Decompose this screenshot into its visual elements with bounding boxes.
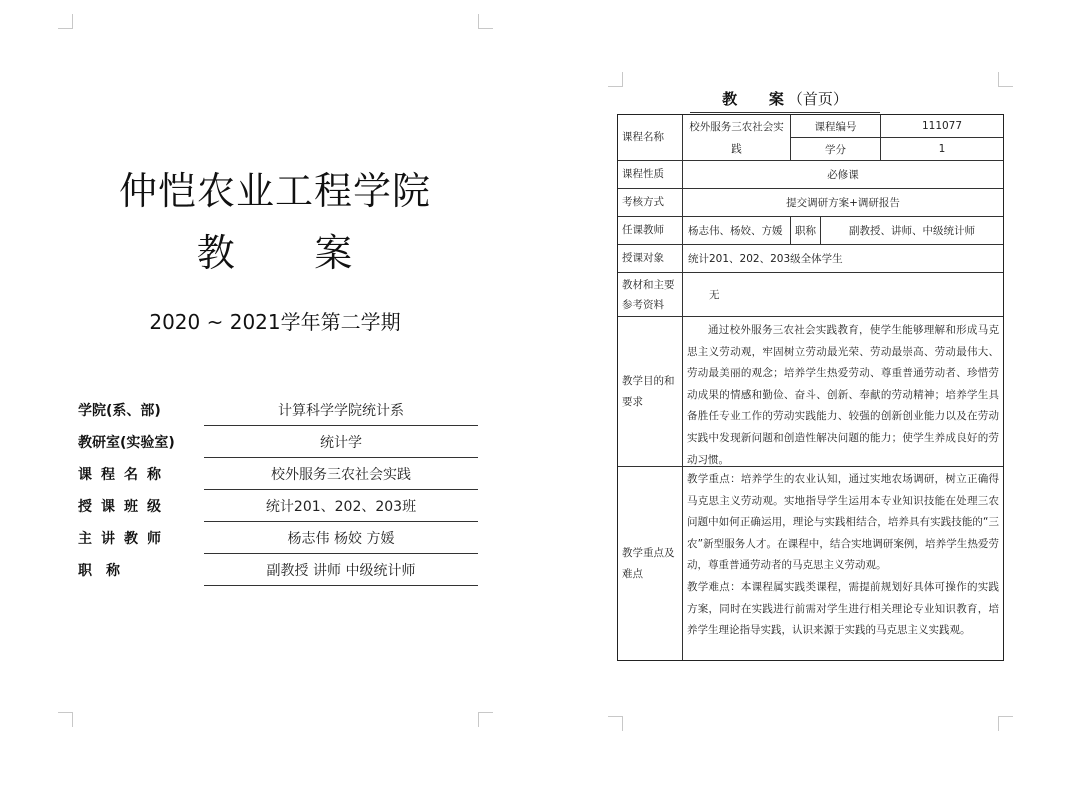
front-page-title	[690, 88, 880, 113]
cover-field-course-name	[78, 460, 480, 490]
field-label: 职称	[78, 563, 134, 579]
audience-value: 统计201、202、203级全体学生	[683, 245, 1003, 273]
audience-label: 授课对象	[618, 245, 683, 273]
page-corner-mark	[478, 14, 493, 29]
page-corner-mark	[58, 712, 73, 727]
field-value: 统计201、202、203班	[204, 492, 478, 522]
nature-value: 必修课	[683, 161, 1003, 189]
page-corner-mark	[998, 716, 1013, 731]
nature-label: 课程性质	[618, 161, 683, 189]
field-label: 学院(系、部)	[78, 403, 161, 419]
field-label: 主讲教师	[78, 531, 170, 547]
difficulties-text: 教学难点：本课程属实践类课程，需提前规划好具体可操作的实践方案，同时在实践进行前需对学生进行相关理论专业知识教育，培养学生理论指导实践，认识来源于实践的马克思主义实践观。	[687, 580, 999, 637]
field-value: 副教授 讲师 中级统计师	[204, 556, 478, 586]
assessment-label: 考核方式	[618, 189, 683, 217]
key-points-label: 教学重点及难点	[618, 467, 683, 660]
cover-field-teaching-office	[78, 428, 480, 458]
assessment-value: 提交调研方案+调研报告	[683, 189, 1003, 217]
teachers-value: 杨志伟、杨姣、方媛	[683, 217, 791, 245]
page-corner-mark	[58, 14, 73, 29]
lesson-plan-table	[617, 114, 1004, 661]
credit-value: 1	[881, 138, 1003, 161]
cover-term: 2020 ~ 2021学年第二学期	[149, 310, 401, 334]
page-corner-mark	[608, 716, 623, 731]
field-value: 校外服务三农社会实践	[204, 460, 478, 490]
front-page-title-sub: （首页）	[787, 90, 848, 108]
cover-field-class	[78, 492, 480, 522]
course-code-value: 111077	[881, 115, 1003, 138]
front-page-title-main: 教 案	[722, 90, 788, 108]
field-value: 统计学	[204, 428, 478, 458]
course-name-label: 课程名称	[618, 115, 683, 161]
course-code-label: 课程编号	[791, 115, 881, 138]
field-value: 杨志伟 杨姣 方媛	[204, 524, 478, 554]
title-value: 副教授、讲师、中级统计师	[821, 217, 1003, 245]
college-name: 仲恺农业工程学院	[118, 169, 431, 213]
page-corner-mark	[998, 72, 1013, 87]
objectives-text: 通过校外服务三农社会实践教育，使学生能够理解和形成马克思主义劳动观，牢固树立劳动最光荣、劳动最崇高、劳动最伟大、劳动最美丽的观念；培养学生热爱劳动、尊重普通劳动者、珍惜劳动成果的情感和勤俭、奋斗、创新、奉献的劳动精神；培养学生具备胜任专业工作的劳动实践能力、较强的创新创业能力以及在劳动实践中发现新问题和创造性解决问题的能力；使学生养成良好的劳动习惯。	[683, 317, 1003, 467]
materials-label: 教材和主要参考资料	[618, 273, 683, 317]
title-label: 职称	[791, 217, 821, 245]
objectives-label: 教学目的和要求	[618, 317, 683, 467]
page-corner-mark	[478, 712, 493, 727]
course-name-value: 校外服务三农社会实践	[683, 115, 791, 161]
credit-label: 学分	[791, 138, 881, 161]
field-value: 计算科学学院统计系	[204, 396, 478, 426]
cover-field-lecturer	[78, 524, 480, 554]
teachers-label: 任课教师	[618, 217, 683, 245]
cover-field-college	[78, 396, 480, 426]
field-label: 授课班级	[78, 499, 170, 515]
key-points-cell	[683, 467, 1003, 660]
key-points-text: 教学重点：培养学生的农业认知，通过实地农场调研，树立正确得马克思主义劳动观。实地指导学生运用本专业知识技能在处理三农问题中如何正确运用，理论与实践相结合，培养具有实践技能的“三农”新型服务人才。在课程中，结合实地调研案例，培养学生热爱劳动，尊重普通劳动者的马克思主义劳动观。	[687, 473, 999, 572]
page-corner-mark	[608, 72, 623, 87]
cover-doc-title: 教 案	[196, 231, 354, 275]
materials-value: 无	[683, 273, 1003, 317]
field-label: 教研室(实验室)	[78, 435, 175, 451]
cover-field-title	[78, 556, 480, 586]
field-label: 课程名称	[78, 467, 170, 483]
